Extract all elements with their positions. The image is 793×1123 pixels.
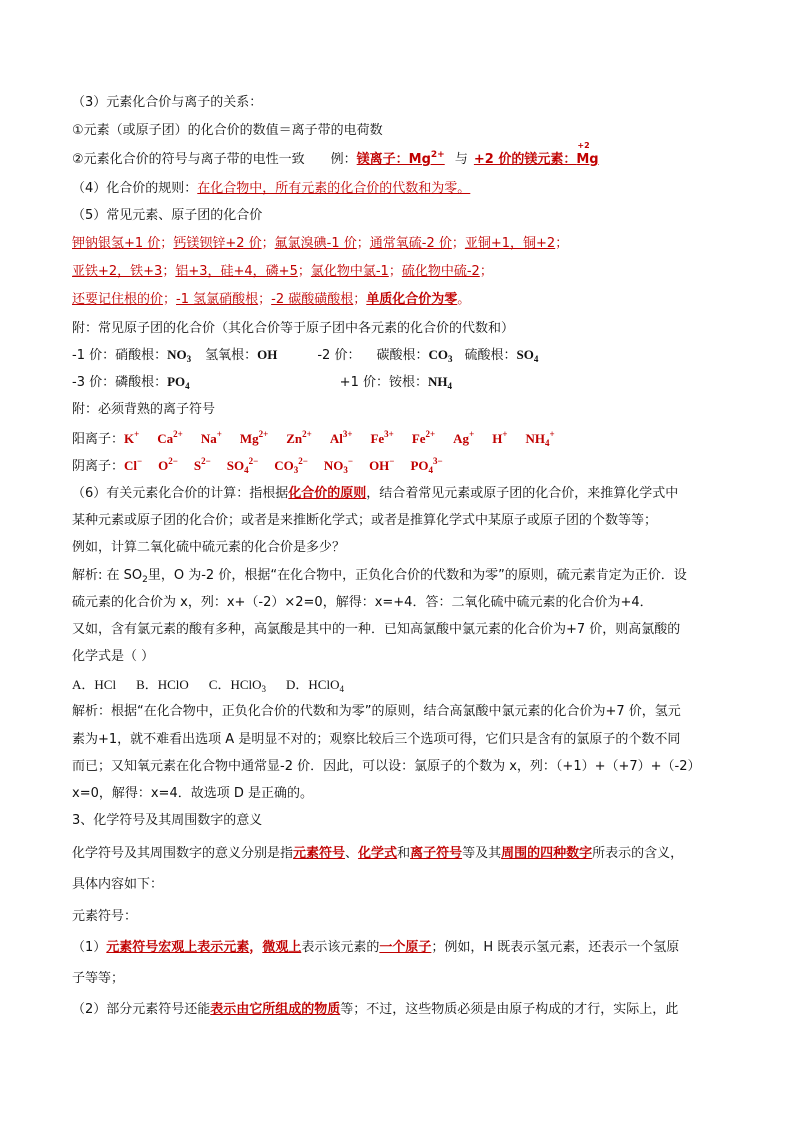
- rule-line-1: ①元素（或原子团）的化合价的数值＝离子带的电荷数: [72, 123, 383, 138]
- ion-base: CO: [274, 458, 294, 473]
- body-text: 所表示的含义，: [592, 846, 684, 861]
- ion-charge: 2+: [258, 429, 269, 439]
- anions-label: 阴离子：: [72, 459, 125, 474]
- mnemonic-item: 硫化物中硫-2: [401, 264, 480, 279]
- ion-symbol: [124, 457, 142, 475]
- ion-symbol: [240, 430, 268, 448]
- formula-subscript: 2: [142, 575, 148, 585]
- separator: ，: [249, 940, 263, 955]
- radical-valence-note: 附：常见原子团的化合价（其化合价等于原子团中各元素的化合价的代数和）: [72, 321, 515, 336]
- body-text: 、: [345, 846, 359, 861]
- radical-label: -2 价：: [317, 348, 361, 363]
- ion-charge: +: [549, 429, 555, 439]
- ion-charge: 3+: [342, 429, 353, 439]
- anion-list: [124, 458, 459, 473]
- key-term: 化学式: [358, 846, 398, 861]
- valence-rule-label: （4）化合价的规则：: [72, 181, 198, 196]
- ion-base: NO: [323, 458, 344, 473]
- ion-base: O: [158, 458, 169, 473]
- calc-intro-text: （6）有关元素化合价的计算：指根据: [72, 486, 289, 501]
- separator: 。: [457, 292, 471, 307]
- ion-charge: −: [389, 456, 395, 466]
- element-symbol-heading: 元素符号：: [72, 909, 138, 924]
- ion-base: Fe: [411, 431, 426, 446]
- ion-symbol: [492, 430, 507, 448]
- calc-intro-line-1: [72, 485, 678, 503]
- formula-subscript: 3: [186, 354, 192, 364]
- analysis2-line-2: 素为+1，就不难看出选项 A 是明显不对的；观察比较后三个选项可得，它们只是含有的氯原子的个数不同: [72, 732, 681, 747]
- analysis-line-2: 硫元素的化合价为 x，列：x+（-2）×2=0，解得：x=+4．答：二氧化硫中硫元素的化合价为+4．: [72, 595, 653, 610]
- cations-line: [72, 430, 573, 449]
- ion-charge: 2−: [248, 456, 259, 466]
- ion-charge: +: [216, 429, 222, 439]
- ion-symbol: [370, 430, 393, 448]
- ion-symbol: [410, 457, 442, 475]
- ion-charge: −: [347, 456, 354, 466]
- ion-charge: +: [502, 429, 508, 439]
- separator: ；: [261, 236, 275, 251]
- example-question: 例如，计算二氧化硫中硫元素的化合价是多少？: [72, 540, 346, 555]
- radical-line-2: [72, 373, 452, 392]
- mnemonic-item: 单质化合价为零: [366, 292, 458, 307]
- ion-charge: 2+: [302, 429, 312, 439]
- ion-charge: +: [469, 429, 475, 439]
- key-term: 表示由它所组成的物质: [210, 1002, 341, 1017]
- analysis-line-1: [72, 567, 687, 585]
- ion-subscript: 3: [293, 465, 299, 475]
- ion-base: Fe: [370, 431, 385, 446]
- valence-principle-link: 化合价的原则: [288, 486, 367, 501]
- ion-subscript: 3: [343, 465, 348, 475]
- mnemonic-item: 钾钠银氢+1 价: [72, 236, 161, 251]
- key-term: 元素符号宏观上表示元素: [106, 940, 250, 955]
- ion-base: Cl: [124, 458, 138, 473]
- ion-symbol: [330, 430, 353, 448]
- calc-intro-text: ，结合着常见元素或原子团的化合价，来推算化学式中: [366, 486, 679, 501]
- separator: ；: [451, 236, 465, 251]
- ion-charge: −: [137, 456, 143, 466]
- ion-base: H: [492, 431, 503, 446]
- mnemonic-item: 钙镁钡锌+2 价: [173, 236, 262, 251]
- mnemonic-item: -2 碳酸磺酸根: [271, 292, 354, 307]
- symbols-meaning-line-1: [72, 845, 683, 863]
- and-word: 与: [454, 152, 468, 167]
- ion-symbol: [227, 457, 258, 475]
- common-valence-heading: （5）常见元素、原子团的化合价: [72, 208, 263, 223]
- answer-option-text: D．HClO: [286, 677, 340, 692]
- separator: ；: [258, 292, 272, 307]
- ion-symbols-heading: 附：必须背熟的离子符号: [72, 402, 216, 417]
- ion-symbol: [194, 457, 211, 475]
- ion-symbol: [157, 430, 183, 448]
- radical-label: -3 价：磷酸根：: [72, 375, 168, 390]
- formula-subscript: 4: [447, 381, 452, 391]
- answer-option: [209, 676, 266, 694]
- cation-list: [124, 431, 573, 446]
- ion-symbol: [525, 430, 554, 448]
- second-example-line-1: 又如，含有氯元素的酸有多种，高氯酸是其中的一种．已知高氯酸中氯元素的化合价为+7 价，则高氯酸的: [72, 622, 681, 637]
- key-term: 周围的四种数字: [501, 846, 593, 861]
- separator: ；: [163, 292, 177, 307]
- rule-line-2: [72, 141, 599, 169]
- element-symbol-point-2: [72, 1001, 678, 1019]
- mnemonic-item: 亚铁+2，铁+3: [72, 264, 163, 279]
- cations-label: 阳离子：: [72, 432, 125, 447]
- ion-symbol: [324, 457, 353, 475]
- mnemonic-line-3: [72, 291, 470, 309]
- body-text: 和: [397, 846, 411, 861]
- answer-option-subscript: 4: [339, 684, 344, 694]
- body-text: （2）部分元素符号还能: [72, 1002, 211, 1017]
- ion-charge: 2−: [201, 456, 211, 466]
- answer-options: [72, 676, 364, 694]
- ion-symbol: [286, 430, 312, 448]
- mg-element-label: +2 价的镁元素：: [473, 152, 577, 167]
- ion-charge: 3+: [384, 429, 394, 439]
- ion-base: Ca: [157, 431, 174, 446]
- ion-base: Al: [329, 431, 343, 446]
- mnemonic-item: 氯化物中氯-1: [310, 264, 389, 279]
- body-text: ；例如，H 既表示氢元素，还表示一个氢原: [431, 940, 680, 955]
- rule-line-2-text: ②元素化合价的符号与离子带的电性一致: [72, 152, 305, 167]
- ion-charge: 3−: [433, 456, 443, 466]
- formula: SO: [516, 347, 534, 362]
- heading-valence-ion-relation: （3）元素化合价与离子的关系：: [72, 95, 263, 110]
- ion-symbol: [412, 430, 435, 448]
- ion-subscript: 4: [544, 438, 550, 448]
- radical-label: 氢氧根：: [205, 348, 258, 363]
- analysis2-line-3: 而已；又知氧元素在化合物中通常显-2 价．因此，可以设：氯原子的个数为 x，列：（+1）+（+7）+（-2）: [72, 759, 701, 774]
- ion-charge: +: [134, 429, 140, 439]
- ion-subscript: 4: [244, 465, 249, 475]
- key-term: 微观上: [262, 940, 302, 955]
- analysis-text: 解析: 在 SO: [72, 568, 143, 583]
- ion-charge: 2−: [298, 456, 308, 466]
- answer-option-text: C．HClO: [208, 677, 262, 692]
- valence-rule-text: 在化合物中，所有元素的化合价的代数和为零。: [197, 181, 471, 196]
- body-text: （1）: [72, 940, 107, 955]
- ion-base: S: [193, 458, 202, 473]
- answer-option-subscript: 3: [261, 684, 267, 694]
- ion-symbol: [124, 430, 139, 448]
- separator: ；: [555, 236, 569, 251]
- separator: ；: [160, 236, 174, 251]
- section-3-heading: 3、化学符号及其周围数字的意义: [72, 813, 263, 828]
- radical-label: +1 价：铵根：: [339, 375, 428, 390]
- ion-base: NH: [525, 431, 545, 446]
- ion-base: SO: [226, 458, 245, 473]
- ion-charge: 2+: [173, 429, 183, 439]
- mnemonic-line-2: [72, 263, 493, 281]
- mg-ion-charge: 2+: [430, 150, 445, 160]
- key-term: 一个原子: [379, 940, 432, 955]
- ion-symbol: [453, 430, 474, 448]
- formula-subscript: 4: [533, 354, 539, 364]
- answer-option: [136, 676, 189, 694]
- separator: ；: [353, 292, 367, 307]
- radical-label: 硫酸根：: [464, 348, 517, 363]
- ion-charge: 2−: [168, 456, 178, 466]
- separator: ；: [356, 236, 370, 251]
- separator: ；: [388, 264, 402, 279]
- ion-symbol: [274, 457, 308, 475]
- mnemonic-item: 还要记住根的价: [72, 292, 164, 307]
- anions-line: [72, 457, 459, 476]
- ion-base: K: [124, 431, 135, 446]
- ion-symbol: [158, 457, 178, 475]
- element-symbol-point-1: [72, 939, 679, 957]
- mg-ion-label: 镁离子：Mg: [356, 152, 431, 167]
- mnemonic-item: 亚铜+1，铜+2: [464, 236, 556, 251]
- formula: PO: [167, 374, 186, 389]
- valence-rule-line: [72, 180, 470, 198]
- formula: CO: [428, 347, 448, 362]
- mg-valence-overscript: +2: [577, 141, 590, 150]
- answer-option-text: B．HClO: [136, 677, 189, 692]
- formula: NO: [167, 347, 187, 362]
- separator: ；: [162, 264, 176, 279]
- ion-symbol: [369, 457, 394, 475]
- mnemonic-item: 通常氧硫-2 价: [369, 236, 452, 251]
- calc-intro-line-2: 某种元素或原子团的化合价；或者是来推断化学式；或者是推算化学式中某原子或原子团的个数等等；: [72, 513, 658, 528]
- mnemonic-item: -1 氢氯硝酸根: [176, 292, 259, 307]
- ion-subscript: 4: [428, 465, 433, 475]
- formula: NH: [427, 374, 448, 389]
- ion-charge: 2+: [425, 429, 436, 439]
- ion-symbol: [201, 430, 222, 448]
- radical-label: 碳酸根：: [376, 348, 429, 363]
- body-text: 化学符号及其周围数字的意义分别是指: [72, 846, 294, 861]
- radical-line-1: [72, 346, 538, 365]
- analysis-text: 里，O 为-2 价，根据“在化合物中，正负化合价的代数和为零”的原则，硫元素肯定为正价．设: [147, 568, 687, 583]
- body-text: 等及其: [462, 846, 502, 861]
- ion-base: Ag: [453, 431, 470, 446]
- second-example-line-2: 化学式是（ ）: [72, 649, 155, 664]
- mg-element-symbol: Mg: [576, 152, 599, 167]
- ion-base: PO: [410, 458, 429, 473]
- symbols-meaning-line-2: 具体内容如下：: [72, 877, 164, 892]
- body-text: 等；不过，这些物质必须是由原子构成的才行，实际上，此: [340, 1002, 679, 1017]
- answer-option: [286, 676, 344, 694]
- element-symbol-point-1-cont: 子等等；: [72, 971, 125, 986]
- analysis2-line-1: 解析：根据“在化合物中，正负化合价的代数和为零”的原则，结合高氯酸中氯元素的化合价为+7 价，氢元: [72, 704, 681, 719]
- radical-label: -1 价：硝酸根：: [72, 348, 168, 363]
- separator: ；: [297, 264, 311, 279]
- key-term: 元素符号: [293, 846, 346, 861]
- ion-base: Mg: [239, 431, 259, 446]
- separator: ；: [479, 264, 493, 279]
- mnemonic-item: 铝+3，硅+4，磷+5: [175, 264, 298, 279]
- key-term: 离子符号: [410, 846, 463, 861]
- ion-base: OH: [369, 458, 390, 473]
- example-label: 例：: [330, 152, 357, 167]
- mnemonic-item: 氟氯溴碘-1 价: [274, 236, 357, 251]
- formula: OH: [257, 347, 278, 362]
- formula-subscript: 3: [447, 354, 453, 364]
- analysis2-line-4: x=0，解得：x=4．故选项 D 是正确的。: [72, 786, 313, 801]
- ion-base: Na: [200, 431, 217, 446]
- answer-option: [72, 676, 116, 694]
- formula-subscript: 4: [185, 381, 190, 391]
- mnemonic-line-1: [72, 235, 568, 253]
- ion-base: Zn: [286, 431, 303, 446]
- answer-option-text: A．HCl: [72, 677, 117, 692]
- body-text: 表示该元素的: [301, 940, 380, 955]
